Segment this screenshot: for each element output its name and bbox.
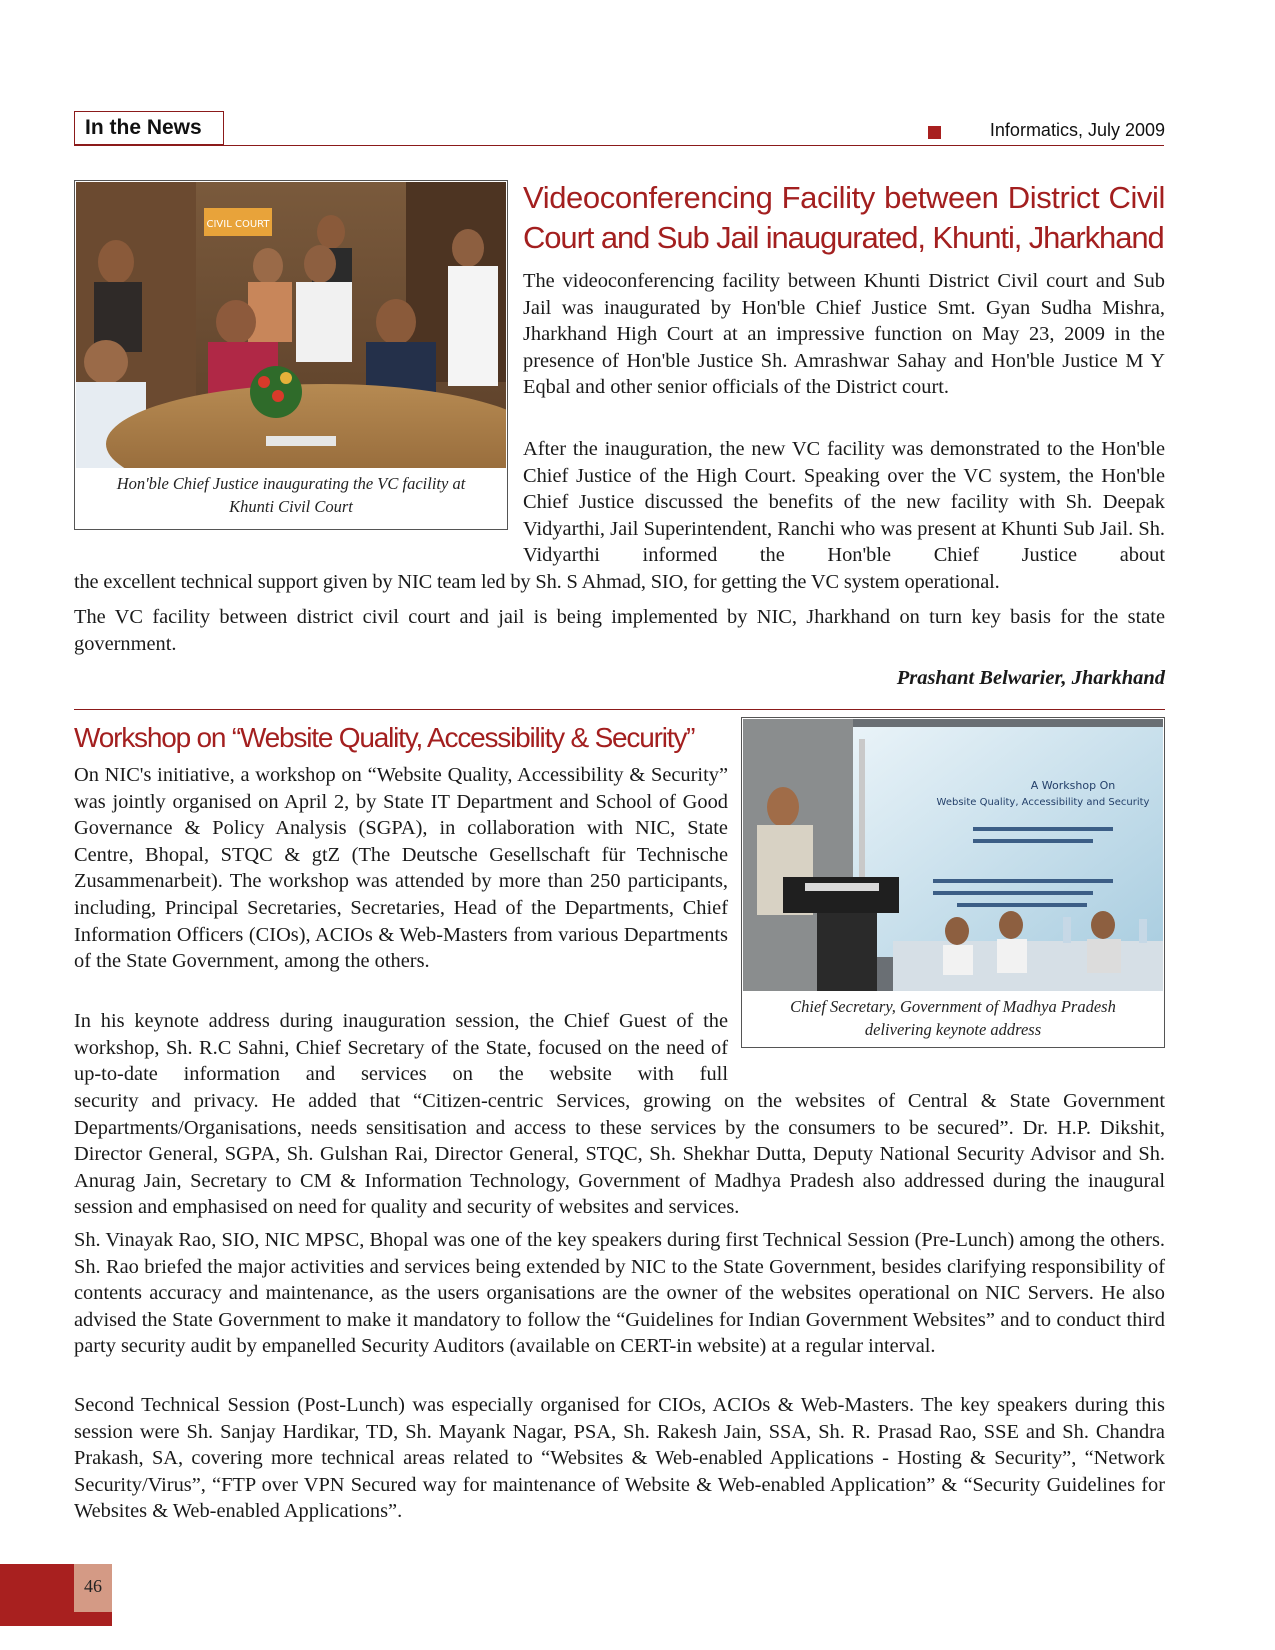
- section-divider: [74, 709, 1165, 710]
- issue-label: Informatics, July 2009: [989, 120, 1165, 140]
- issue-marker: [928, 126, 941, 139]
- article2-caption-line1: Chief Secretary, Government of Madhya Pradesh: [790, 997, 1116, 1016]
- article1-paragraph-2-cont: the excellent technical support given by NIC team led by Sh. S Ahmad, SIO, for getting the VC system operational.: [74, 571, 1000, 593]
- article2-headline: Workshop on “Website Quality, Accessibility & Security”: [74, 722, 695, 753]
- article2-caption-line2: delivering keynote address: [864, 1020, 1042, 1039]
- footer-band: [0, 1564, 74, 1626]
- page-number-underbar: [74, 1612, 112, 1626]
- page-number: 46: [84, 1576, 102, 1596]
- article1-headline-line2: Court and Sub Jail inaugurated, Khunti, Jharkhand: [523, 220, 1164, 255]
- banner-line2: Website Quality, Accessibility and Security: [936, 797, 1150, 808]
- section-tag: In the News: [74, 111, 224, 145]
- article1-paragraph-1: The videoconferencing facility between Khunti District Civil court and Sub Jail was inaugurated by Hon'ble Chief Justice Smt. Gyan Sudha Mishra, Jharkhand High Court at an impressive function on May 23, 2009 in the presence of Hon'ble Justice Sh. Amrashwar Sahay and Hon'ble Justice M Y Eqbal and other senior officials of the District court.: [523, 270, 1165, 399]
- article1-caption-line1: Hon'ble Chief Justice inaugurating the VC facility at: [116, 474, 466, 493]
- article2-paragraph-4: Second Technical Session (Post-Lunch) was especially organised for CIOs, ACIOs & Web-Masters. The key speakers during this session were Sh. Sanjay Hardikar, TD, Sh. Mayank Nagar, PSA, Sh. Rakesh Jain, SSA, Sh. R. Prasad Rao, SSE and Sh. Chandra Prakash, SA, covering more technical areas related to “Websites & Web-enabled Applications - Hosting & Security”, “Network Security/Virus”, “FTP over VPN Secured way for maintenance of Website & Web-enabled Application” & “Security Guidelines for Websites & Web-enabled Applications”.: [74, 1394, 1165, 1523]
- header-rule: [74, 145, 1164, 146]
- article1-caption-line2: Khunti Civil Court: [229, 497, 353, 516]
- article1-photo-caption: [76, 472, 506, 518]
- article2-photo-caption: [743, 995, 1163, 1041]
- article1-photo: [76, 182, 506, 468]
- article1-headline-line1: Videoconferencing Facility between District Civil: [523, 180, 1165, 215]
- article1-byline: Prashant Belwarier, Jharkhand: [896, 667, 1165, 689]
- article2-paragraph-2-wrap: In his keynote address during inauguration session, the Chief Guest of the workshop, Sh. R.C Sahni, Chief Secretary of the State, focused on the need of up-to-date information and services on the website with full: [74, 1010, 728, 1086]
- banner-line1: A Workshop On: [1030, 779, 1116, 792]
- photo-sign-text: CIVIL COURT: [206, 219, 270, 230]
- article2-paragraph-3: Sh. Vinayak Rao, SIO, NIC MPSC, Bhopal was one of the key speakers during first Technical Session (Pre-Lunch) among the others. Sh. Rao briefed the major activities and services being extended by NIC to the State Government, besides clarifying responsibility of contents accuracy and maintenance, as the users organisations are the owner of the websites operational on NIC Servers. He also advised the State Government to make it mandatory to follow the “Guidelines for Indian Government Websites” and to conduct third party security audit by empanelled Security Auditors (available on CERT-in website) at a regular interval.: [74, 1229, 1165, 1358]
- article2-photo: [743, 719, 1163, 991]
- article1-paragraph-3: The VC facility between district civil court and jail is being implemented by NIC, Jharkhand on turn key basis for the state government.: [74, 606, 1165, 655]
- article2-paragraph-2-cont: security and privacy. He added that “Citizen-centric Services, growing on the websites of Central & State Government Departments/Organisations, needs sensitisation and access to these services by the consumers to be secured”. Dr. H.P. Dikshit, Director General, SGPA, Sh. Gulshan Rai, Director General, STQC, Sh. Shekhar Dutta, Deputy National Security Advisor and Sh. Anurag Jain, Secretary to CM & Information Technology, Government of Madhya Pradesh also addressed during the inaugural session and emphasised on need for quality and security of websites and services.: [74, 1090, 1165, 1219]
- article1-paragraph-2-wrap: After the inauguration, the new VC facility was demonstrated to the Hon'ble Chief Justice of the High Court. Speaking over the VC system, the Hon'ble Chief Justice discussed the benefits of the new facility with Sh. Deepak Vidyarthi, Jail Superintendent, Ranchi who was present at Khunti Sub Jail. Sh. Vidyarthi informed the Hon'ble Chief Justice about: [523, 438, 1165, 567]
- article1-headline: [523, 178, 1165, 258]
- article2-paragraph-1: On NIC's initiative, a workshop on “Website Quality, Accessibility & Security” was jointly organised on April 2, by State IT Department and School of Good Governance & Policy Analysis (SGPA), in collaboration with NIC, State Centre, Bhopal, STQC & gtZ (The Deutsche Gesellschaft für Technische Zusammenarbeit). The workshop was attended by more than 250 participants, including, Principal Secretaries, Secretaries, Head of the Departments, Chief Information Officers (CIOs), ACIOs & Web-Masters from various Departments of the State Government, among the others.: [74, 764, 728, 973]
